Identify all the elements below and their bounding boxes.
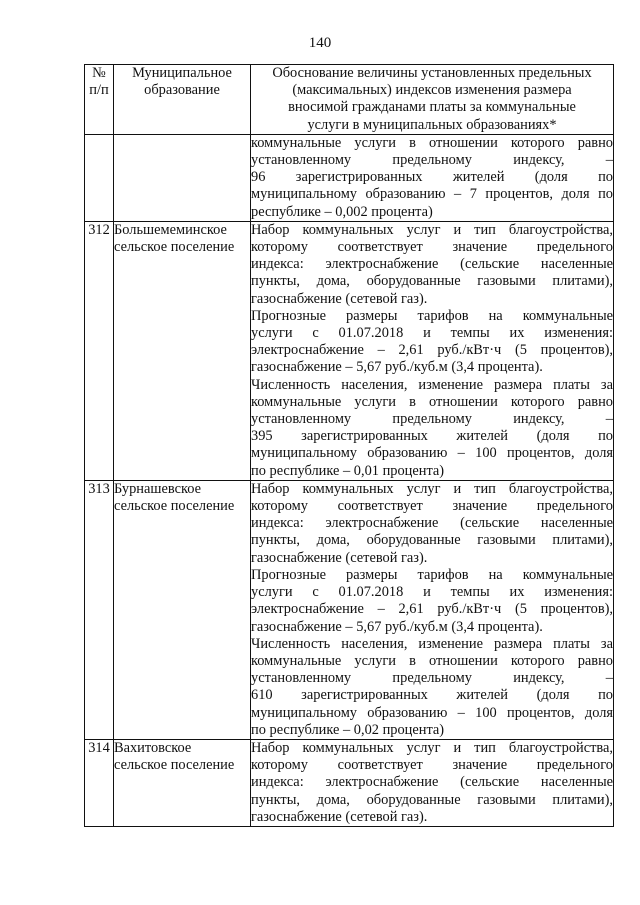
text-line: индекса: электроснабжение (сельские населенные — [251, 515, 613, 532]
header-basis-line: Обоснование величины установленных предельных — [272, 65, 592, 81]
text-line: Набор коммунальных услуг и тип благоустройства, — [251, 739, 613, 756]
cell-municipality — [114, 134, 251, 221]
text-line: Численность населения, изменение размера платы за — [251, 635, 613, 652]
text-line: электроснабжение – 2,61 руб./кВт·ч (5 процентов), — [251, 342, 613, 359]
header-number-line: п/п — [89, 82, 109, 99]
header-basis-line: услуги в муниципальных образованиях* — [307, 116, 557, 133]
text-line: которому соответствует значение предельного — [251, 498, 613, 515]
text-line: услуги с 01.07.2018 и темпы их изменения: — [251, 584, 613, 601]
cell-basis — [251, 480, 614, 739]
text-line: 610 зарегистрированных жителей (доля по — [251, 687, 613, 704]
text-line: муниципальному образованию – 100 процентов, доля — [251, 704, 613, 721]
header-basis — [251, 65, 614, 135]
text-line: газоснабжение (сетевой газ). — [251, 808, 428, 825]
table-row — [85, 480, 614, 739]
text-line: индекса: электроснабжение (сельские населенные — [251, 774, 613, 791]
municipality-name: Бурнашевское — [114, 480, 201, 497]
tariff-index-table — [84, 64, 614, 827]
text-line: установленному предельному индексу, – — [251, 411, 613, 428]
text-line: коммунальные услуги в отношении которого равно — [251, 393, 613, 410]
text-line: Прогнозные размеры тарифов на коммунальные — [251, 566, 613, 583]
text-line: 395 зарегистрированных жителей (доля по — [251, 428, 613, 445]
municipality-name: Вахитовское — [114, 739, 192, 756]
text-line: установленному предельному индексу, – — [251, 152, 613, 169]
text-line: пункты, дома, оборудованные газовыми плитами), — [251, 273, 613, 290]
text-line: по республике – 0,01 процента) — [251, 462, 445, 479]
text-line: газоснабжение – 5,67 руб./куб.м (3,4 процента). — [251, 359, 543, 376]
text-line: республике – 0,002 процента) — [251, 203, 433, 220]
text-line: Численность населения, изменение размера платы за — [251, 376, 613, 393]
text-line: пункты, дома, оборудованные газовыми плитами), — [251, 532, 613, 549]
cell-number: 312 — [85, 221, 114, 480]
cell-basis — [251, 134, 614, 221]
text-line: установленному предельному индексу, – — [251, 670, 613, 687]
text-line: 96 зарегистрированных жителей (доля по — [251, 169, 613, 186]
text-line: муниципальному образованию – 7 процентов, доля по — [251, 186, 613, 203]
cell-number: 314 — [85, 739, 114, 826]
header-municipality-line: Муниципальное — [132, 65, 232, 81]
table-header-row — [85, 65, 614, 135]
cell-basis — [251, 221, 614, 480]
text-line: Набор коммунальных услуг и тип благоустройства, — [251, 480, 613, 497]
text-line: которому соответствует значение предельного — [251, 757, 613, 774]
municipality-type: сельское поселение — [114, 239, 235, 256]
text-line: пункты, дома, оборудованные газовыми плитами), — [251, 791, 613, 808]
municipality-type: сельское поселение — [114, 498, 235, 515]
cell-number: 313 — [85, 480, 114, 739]
text-line: Прогнозные размеры тарифов на коммунальные — [251, 307, 613, 324]
cell-municipality — [114, 739, 251, 826]
cell-number — [85, 134, 114, 221]
table-row — [85, 739, 614, 826]
text-line: услуги с 01.07.2018 и темпы их изменения: — [251, 325, 613, 342]
text-line: по республике – 0,02 процента) — [251, 721, 445, 738]
text-line: газоснабжение (сетевой газ). — [251, 549, 428, 566]
text-line: Набор коммунальных услуг и тип благоустройства, — [251, 221, 613, 238]
header-municipality — [114, 65, 251, 135]
text-line: газоснабжение (сетевой газ). — [251, 290, 428, 307]
header-number — [85, 65, 114, 135]
text-line: муниципальному образованию – 100 процентов, доля — [251, 445, 613, 462]
header-municipality-line: образование — [144, 82, 220, 99]
municipality-name: Большемеминское — [114, 221, 227, 238]
cell-municipality — [114, 480, 251, 739]
header-number-line: № — [92, 65, 106, 81]
cell-basis — [251, 739, 614, 826]
text-line: индекса: электроснабжение (сельские населенные — [251, 256, 613, 273]
page-number: 140 — [308, 35, 332, 51]
text-line: коммунальные услуги в отношении которого равно — [251, 134, 613, 151]
header-basis-line: (максимальных) индексов изменения размера — [292, 82, 572, 99]
municipality-type: сельское поселение — [114, 757, 235, 774]
cell-municipality — [114, 221, 251, 480]
header-basis-line: вносимой гражданами платы за коммунальные — [288, 99, 576, 116]
table-row-continuation — [85, 134, 614, 221]
text-line: электроснабжение – 2,61 руб./кВт·ч (5 процентов), — [251, 601, 613, 618]
text-line: газоснабжение – 5,67 руб./куб.м (3,4 процента). — [251, 618, 543, 635]
table-row — [85, 221, 614, 480]
text-line: которому соответствует значение предельного — [251, 239, 613, 256]
text-line: коммунальные услуги в отношении которого равно — [251, 652, 613, 669]
